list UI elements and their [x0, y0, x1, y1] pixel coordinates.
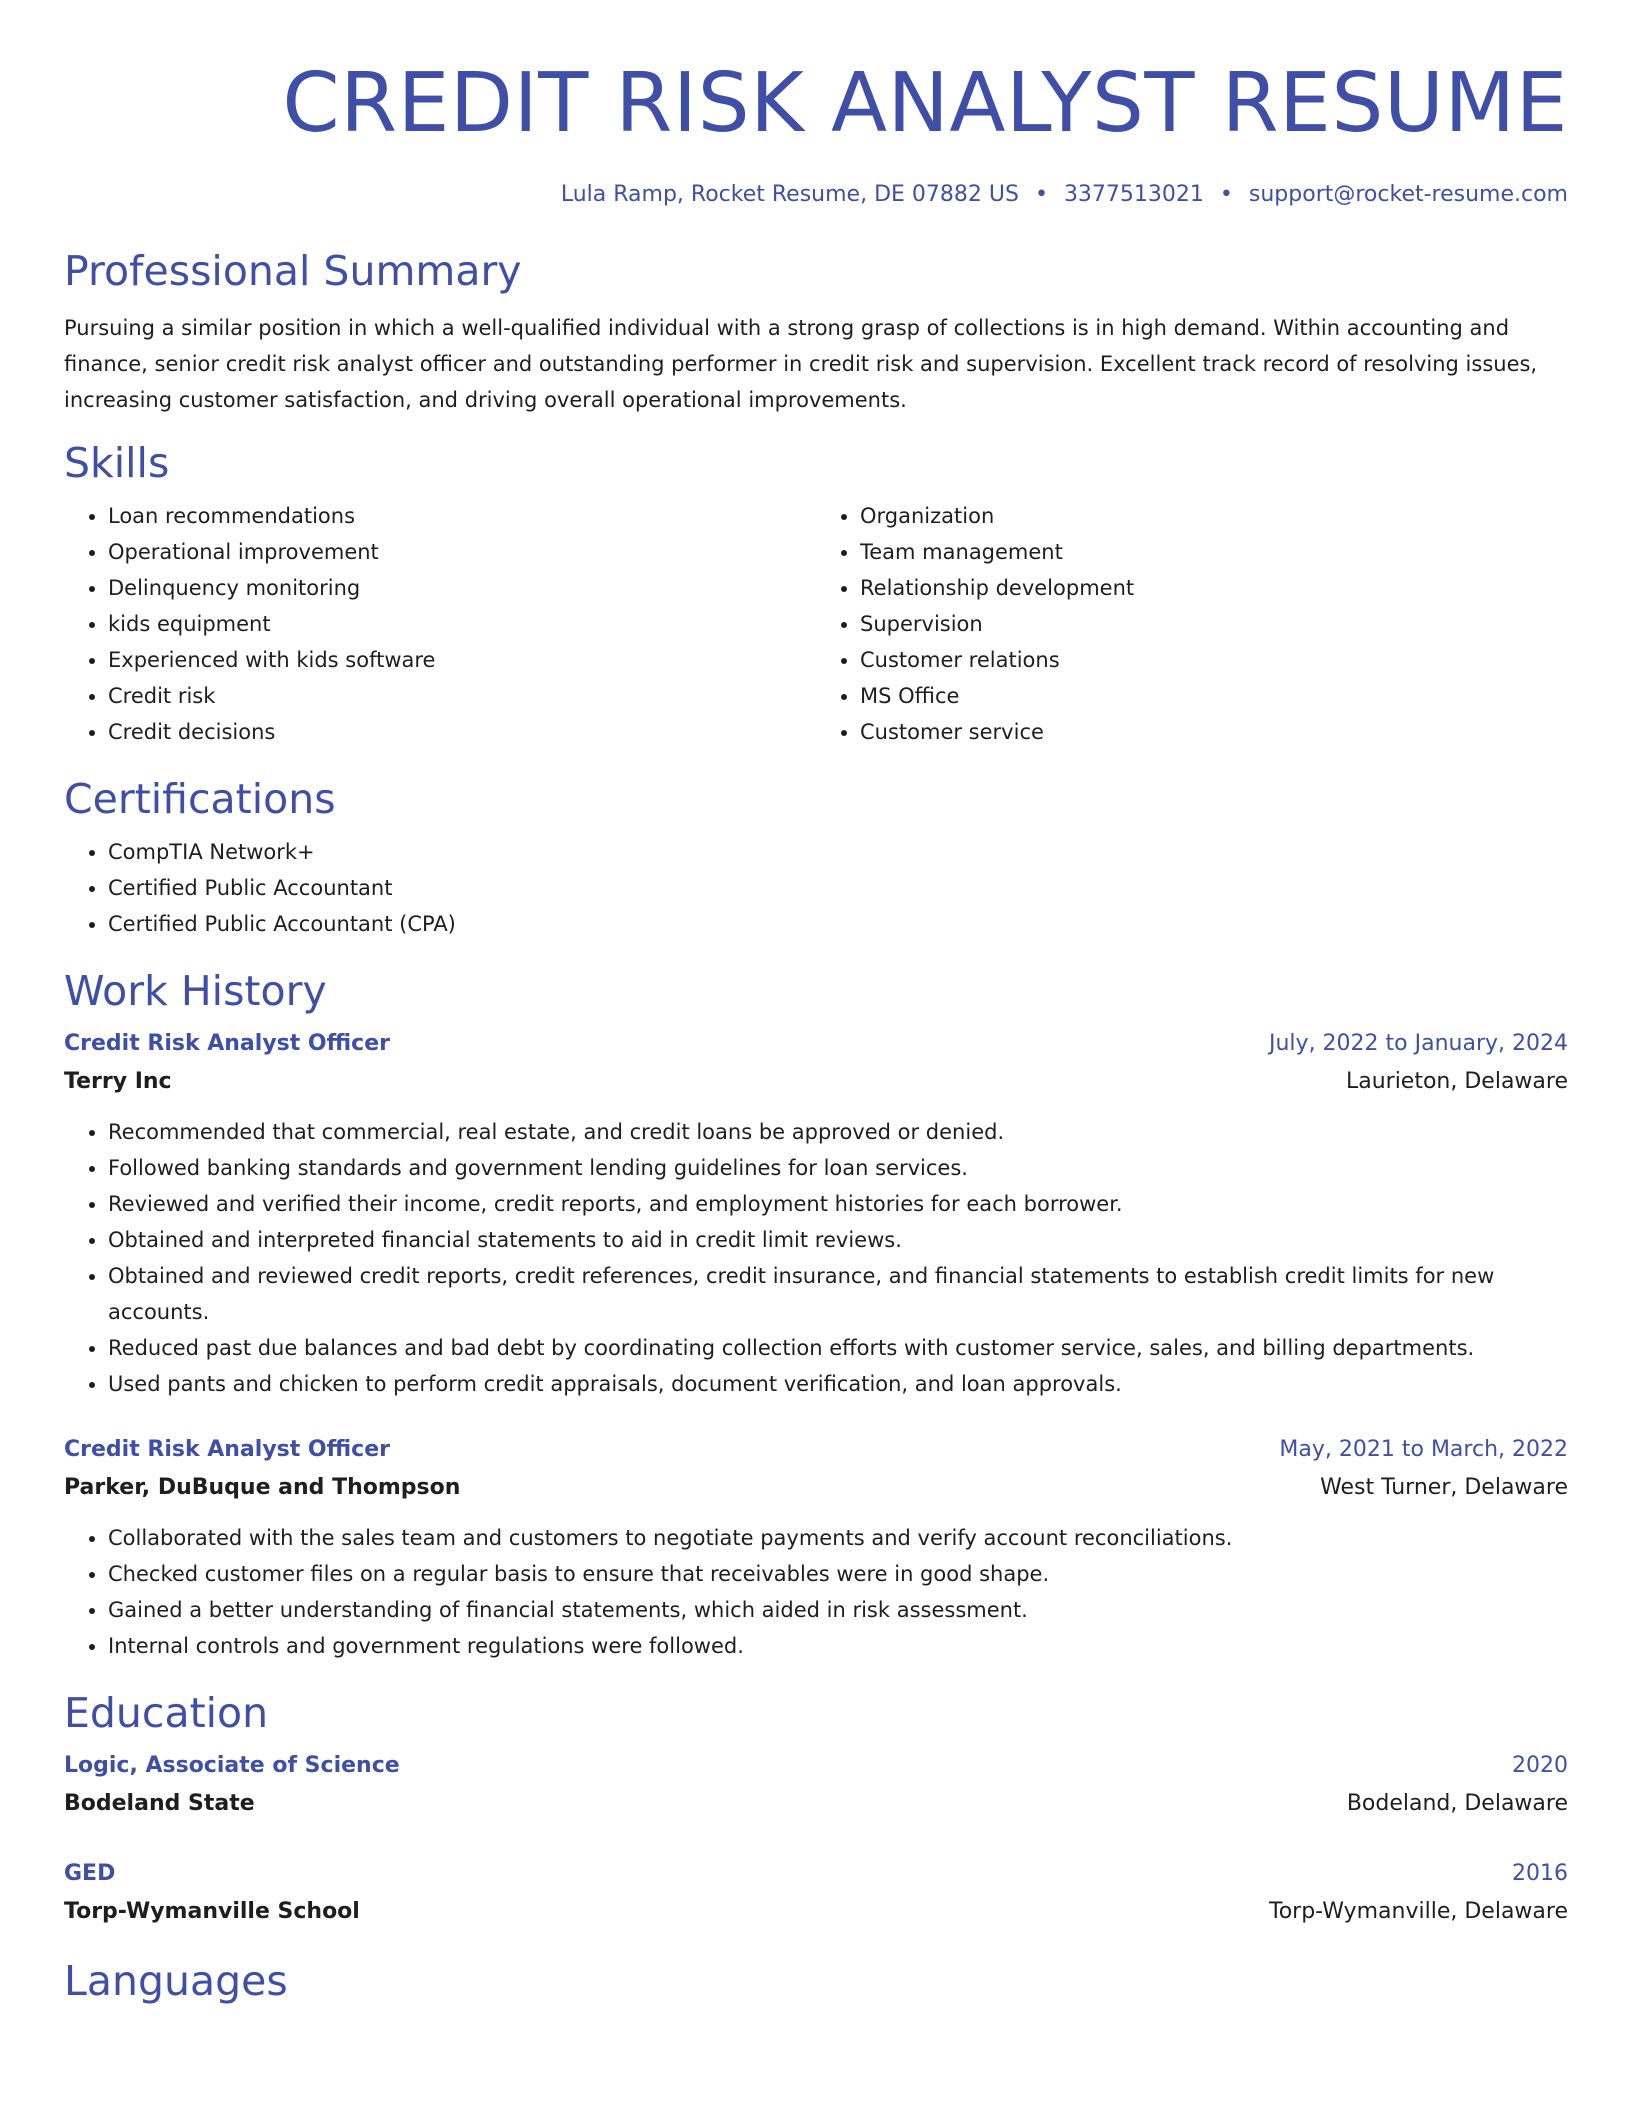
- job-header: [64, 1432, 1568, 1468]
- contact-phone: 3377513021: [1063, 182, 1204, 207]
- skill-item: • Team management: [860, 534, 1568, 570]
- skill-item: • Organization: [860, 498, 1568, 534]
- certifications-heading: Certifications: [64, 775, 336, 823]
- job-header: [64, 1026, 1568, 1062]
- certification-item: • Certified Public Accountant: [108, 870, 1568, 906]
- contact-separator: •: [1034, 182, 1048, 207]
- job-bullet: • Reviewed and verified their income, credit reports, and employment histories for each borrower.: [108, 1186, 1568, 1222]
- job-subheader: [64, 1062, 1568, 1102]
- summary-text: Pursuing a similar position in which a well-qualified individual with a strong grasp of collections is in high demand. Within accounting and finance, senior credit risk analyst officer and outstanding performer in credit risk and supervision. Excellent track record of resolving issues, increasing customer satisfaction, and driving overall operational improvements.: [64, 316, 1538, 412]
- job-bullet: • Internal controls and government regulations were followed.: [108, 1628, 1568, 1664]
- education-year: 2016: [1512, 1861, 1568, 1886]
- job-bullet: • Checked customer files on a regular basis to ensure that receivables were in good shape.: [108, 1556, 1568, 1592]
- skill-item: • Supervision: [860, 606, 1568, 642]
- job-bullet: • Gained a better understanding of financial statements, which aided in risk assessment.: [108, 1592, 1568, 1628]
- certification-item: • Certified Public Accountant (CPA): [108, 906, 1568, 942]
- skill-item: • kids equipment: [108, 606, 816, 642]
- skills-left-column: [64, 498, 816, 750]
- job-bullet: • Followed banking standards and government lending guidelines for loan services.: [108, 1150, 1568, 1186]
- job-bullets: [64, 1114, 1568, 1402]
- job-title: Credit Risk Analyst Officer: [64, 1031, 390, 1056]
- job-bullet: • Reduced past due balances and bad debt by coordinating collection efforts with customer service, sales, and billing departments.: [108, 1330, 1568, 1366]
- skill-item: • MS Office: [860, 678, 1568, 714]
- education-degree: GED: [64, 1861, 116, 1886]
- skill-item: • Experienced with kids software: [108, 642, 816, 678]
- job-location: West Turner, Delaware: [1320, 1475, 1568, 1500]
- education-entry: [64, 1856, 1568, 1932]
- job-bullet: • Collaborated with the sales team and customers to negotiate payments and verify account reconciliations.: [108, 1520, 1568, 1556]
- skill-item: • Customer relations: [860, 642, 1568, 678]
- job-bullet: • Obtained and reviewed credit reports, credit references, credit insurance, and financial statements to establish credit limits for new accounts.: [108, 1258, 1568, 1330]
- skills-list: [64, 498, 1568, 750]
- education-entry: [64, 1748, 1568, 1824]
- job-employer: Parker, DuBuque and Thompson: [64, 1475, 461, 1500]
- summary-heading: Professional Summary: [64, 247, 522, 295]
- certification-item: • CompTIA Network+: [108, 834, 1568, 870]
- languages-heading: Languages: [64, 1957, 288, 2005]
- job-bullet: • Used pants and chicken to perform credit appraisals, document verification, and loan approvals.: [108, 1366, 1568, 1402]
- resume-title: CREDIT RISK ANALYST RESUME: [282, 56, 1568, 151]
- job-bullet: • Recommended that commercial, real estate, and credit loans be approved or denied.: [108, 1114, 1568, 1150]
- education-year: 2020: [1512, 1753, 1568, 1778]
- contact-line: [64, 180, 1568, 210]
- education-location: Torp-Wymanville, Delaware: [1269, 1899, 1568, 1924]
- skill-item: • Relationship development: [860, 570, 1568, 606]
- job-bullets: [64, 1520, 1568, 1664]
- job-location: Laurieton, Delaware: [1345, 1069, 1568, 1094]
- skill-item: • Loan recommendations: [108, 498, 816, 534]
- education-heading: Education: [64, 1689, 269, 1737]
- job-employer: Terry Inc: [64, 1069, 172, 1094]
- education-header: [64, 1748, 1568, 1784]
- work-history-heading: Work History: [64, 967, 327, 1015]
- certifications-list: [64, 834, 1568, 942]
- job-subheader: [64, 1468, 1568, 1508]
- job-dates: July, 2022 to January, 2024: [1269, 1031, 1568, 1056]
- skill-item: • Delinquency monitoring: [108, 570, 816, 606]
- contact-address: Lula Ramp, Rocket Resume, DE 07882 US: [560, 182, 1019, 207]
- education-degree: Logic, Associate of Science: [64, 1753, 400, 1778]
- contact-email: support@rocket-resume.com: [1248, 182, 1568, 207]
- skill-item: • Customer service: [860, 714, 1568, 750]
- education-school: Torp-Wymanville School: [64, 1899, 360, 1924]
- skill-item: • Operational improvement: [108, 534, 816, 570]
- education-school: Bodeland State: [64, 1791, 255, 1816]
- job-bullet: • Obtained and interpreted financial statements to aid in credit limit reviews.: [108, 1222, 1568, 1258]
- education-subheader: [64, 1784, 1568, 1824]
- education-header: [64, 1856, 1568, 1892]
- skill-item: • Credit risk: [108, 678, 816, 714]
- education-subheader: [64, 1892, 1568, 1932]
- job-entry: [64, 1432, 1568, 1664]
- skills-right-column: [816, 498, 1568, 750]
- skills-heading: Skills: [64, 439, 170, 487]
- contact-separator: •: [1219, 182, 1233, 207]
- job-dates: May, 2021 to March, 2022: [1279, 1437, 1568, 1462]
- job-title: Credit Risk Analyst Officer: [64, 1437, 390, 1462]
- education-location: Bodeland, Delaware: [1346, 1791, 1568, 1816]
- job-entry: [64, 1026, 1568, 1402]
- skill-item: • Credit decisions: [108, 714, 816, 750]
